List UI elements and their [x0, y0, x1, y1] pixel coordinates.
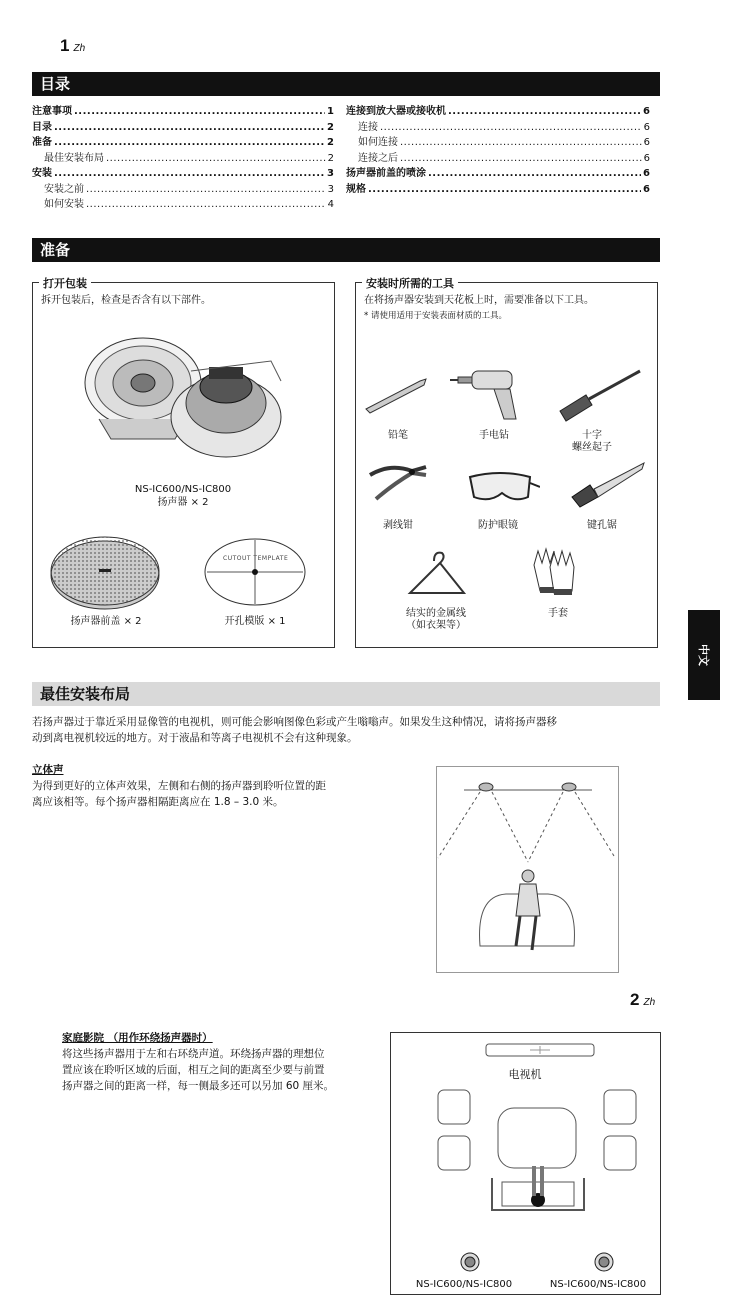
pencil-label: 铅笔	[388, 430, 408, 441]
toc-entry-page: 6	[643, 121, 650, 133]
toc-entry-page: 1	[327, 106, 334, 117]
unpack-title: 打开包装	[39, 275, 91, 291]
layout-heading: 最佳安装布局	[32, 682, 660, 706]
toc-entry-label: 连接之后	[358, 152, 398, 164]
toc-entry-page: 2	[327, 152, 334, 164]
toc-leader	[400, 135, 642, 151]
toc-entry-page: 3	[327, 168, 334, 179]
toc-leader	[86, 197, 326, 213]
drill-label: 手电钻	[479, 430, 509, 441]
wire-hanger-icon	[404, 547, 470, 603]
speaker-qty: 扬声器 × 2	[157, 497, 209, 508]
screwdriver-label-1: 十字	[582, 430, 602, 441]
grille-label: 扬声器前盖 × 2	[70, 616, 142, 627]
toc-leader	[428, 166, 641, 182]
page-number-2-suffix: Zh	[643, 997, 656, 1008]
goggles-icon	[464, 469, 540, 505]
speaker-model: NS-IC600/NS-IC800	[134, 484, 232, 495]
toc-leader	[368, 182, 641, 198]
unpack-box	[32, 277, 335, 648]
pencil-icon	[364, 375, 432, 415]
language-tab	[688, 610, 720, 700]
toc-entry-label: 连接	[358, 121, 378, 133]
home-theater-section	[62, 1030, 382, 1094]
home-theater-title: 家庭影院 （用作环绕扬声器时）	[62, 1032, 213, 1044]
toc-leader	[380, 120, 642, 136]
screwdriver-icon	[556, 367, 644, 423]
stereo-diagram	[436, 766, 619, 974]
unpack-desc: 拆开包装后，检查是否含有以下部件。	[41, 295, 211, 306]
screwdriver-label-2: 螺丝起子	[572, 442, 612, 453]
toc-entry-page: 2	[327, 137, 334, 148]
stripper-label: 剥线钳	[383, 520, 413, 531]
toc-entry-label: 准备	[32, 137, 52, 148]
tools-box	[355, 277, 658, 648]
template-text: CUTOUT TEMPLATE	[223, 555, 289, 562]
toc-entry-page: 6	[643, 168, 650, 179]
toc-entry	[32, 151, 334, 167]
layout-intro	[32, 714, 662, 746]
toc-entry-label: 最佳安装布局	[44, 152, 104, 164]
tools-title: 安装时所需的工具	[362, 275, 458, 291]
language-tab-label: 中文	[697, 644, 710, 666]
toc-entry-page: 6	[643, 152, 650, 164]
surround-right-model: NS-IC600/NS-IC800	[549, 1279, 647, 1290]
toc-entry	[346, 120, 650, 136]
cutout-template-illustration	[203, 537, 307, 607]
toc-leader	[74, 104, 325, 120]
toc-entry-label: 规格	[346, 183, 366, 195]
toc-entry-page: 6	[643, 106, 650, 117]
toc-left-column	[32, 104, 334, 213]
toc-entry-label: 如何安装	[44, 199, 84, 210]
toc-entry-page: 2	[327, 121, 334, 133]
gloves-label: 手套	[548, 608, 568, 619]
stereo-line-1: 为得到更好的立体声效果，左侧和右侧的扬声器到聆听位置的距	[32, 780, 326, 792]
page-number-2	[630, 990, 655, 1010]
toc-entry-page: 3	[327, 183, 334, 195]
hanger-label-1: 结实的金属线	[406, 608, 466, 619]
toc-entry	[32, 135, 334, 151]
template-label: 开孔模版 × 1	[224, 616, 286, 627]
toc-entry	[32, 197, 334, 213]
keyhole-saw-icon	[568, 459, 646, 509]
prep-heading: 准备	[32, 238, 660, 262]
toc-entry	[346, 135, 650, 151]
hanger-label-2: （如衣架等）	[406, 620, 466, 631]
toc-entry	[32, 166, 334, 182]
speaker-illustration	[81, 331, 291, 471]
toc-entry-label: 注意事项	[32, 106, 72, 117]
tools-desc: 在将扬声器安装到天花板上时，需要准备以下工具。	[364, 295, 594, 306]
drill-icon	[450, 367, 526, 425]
toc-entry-label: 安装	[32, 168, 52, 179]
toc-entry-label: 安装之前	[44, 183, 84, 195]
toc-leader	[54, 135, 325, 151]
stereo-line-2: 离应该相等。每个扬声器相隔距离应在 1.8 – 3.0 米。	[32, 796, 284, 808]
toc-leader	[106, 151, 326, 167]
toc-entry-label: 目录	[32, 121, 52, 133]
home-theater-line-3: 扬声器之间的距离一样，每一侧最多还可以另加 60 厘米。	[62, 1080, 335, 1092]
toc-leader	[54, 120, 325, 136]
toc-leader	[54, 166, 325, 182]
toc-entry-label: 连接到放大器或接收机	[346, 106, 446, 117]
tv-label: 电视机	[508, 1068, 542, 1081]
toc-entry-page: 6	[643, 137, 650, 148]
toc-entry-label: 扬声器前盖的喷涂	[346, 168, 426, 179]
wire-stripper-icon	[366, 459, 432, 507]
home-theater-line-1: 将这些扬声器用于左和右环绕声道。环绕扬声器的理想位	[62, 1048, 325, 1060]
toc-entry	[32, 182, 334, 198]
toc-entry	[32, 120, 334, 136]
stereo-section	[32, 762, 392, 810]
toc-entry-page: 6	[643, 183, 650, 195]
layout-intro-line-1: 若扬声器过于靠近采用显像管的电视机，则可能会影响图像色彩或产生嗡嗡声。如果发生这种情况，请将扬声器移	[32, 716, 557, 728]
stereo-title: 立体声	[32, 764, 64, 776]
layout-intro-line-2: 动到离电视机较远的地方。对于液晶和等离子电视机不会有这种现象。	[32, 732, 358, 744]
toc-entry	[346, 166, 650, 182]
toc-heading: 目录	[32, 72, 660, 96]
toc-entry	[346, 182, 650, 198]
toc-leader	[400, 151, 642, 167]
goggles-label: 防护眼镜	[478, 520, 518, 531]
toc-entry-page: 4	[327, 199, 334, 210]
gloves-icon	[528, 545, 580, 597]
toc-leader	[86, 182, 326, 198]
saw-label: 键孔锯	[587, 520, 617, 531]
page-number-value: 1	[60, 36, 70, 55]
toc-leader	[448, 104, 641, 120]
toc-entry	[346, 151, 650, 167]
grille-illustration	[49, 535, 161, 611]
tools-note: * 请使用适用于安装表面材质的工具。	[364, 311, 507, 321]
page-number-2-value: 2	[630, 990, 640, 1009]
surround-left-model: NS-IC600/NS-IC800	[415, 1279, 513, 1290]
page-number-suffix: Zh	[73, 43, 86, 54]
page-number	[60, 36, 85, 56]
home-theater-line-2: 置应该在聆听区域的后面，相互之间的距离至少要与前置	[62, 1064, 325, 1076]
toc-entry-label: 如何连接	[358, 137, 398, 148]
toc-entry	[346, 104, 650, 120]
toc-right-column	[346, 104, 650, 197]
toc-entry	[32, 104, 334, 120]
